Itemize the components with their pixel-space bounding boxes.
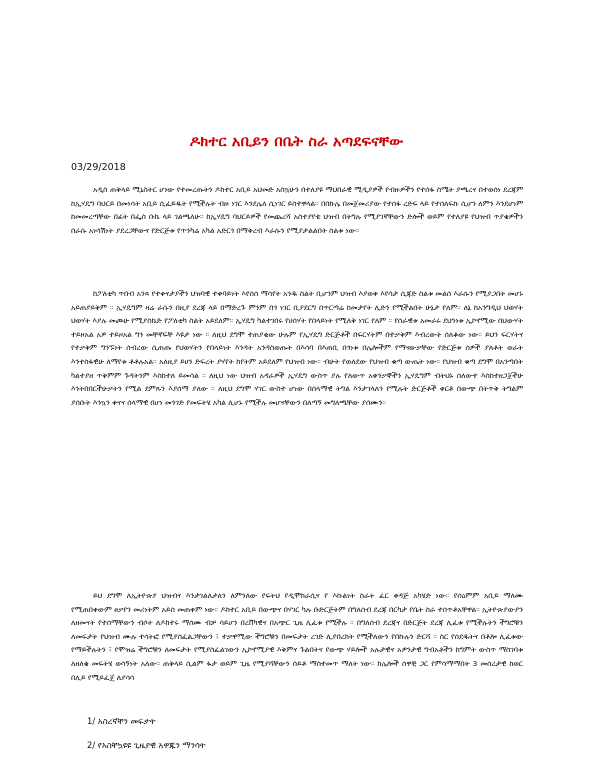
list-item-1: 1/ አስረኛቸን መፍታት xyxy=(87,716,156,726)
paragraph-1: አዲስ ጠቅላይ ሚኒስትር ሆነው የተመረጡትን ዶክተር አቢይ አህመድ አስኳሁን በተለያዩ ማህበራዊ ሚዲያዎች የብዙዎችን የተሰፋ ስሜት ያጫረና በተወሰነ ደረጃም ከኢሃዴግ ባህርይ በመነሳት አቢይ ሲፈይዱት የሚችሉት ብዙ ነገር እንደሌለ ሲነገር ይስተዋላል። በበኩሌ በመጀመሪያው የተሰፋ ረድፍ ላይ የተሰለፍኩ ሲሆን ለምን እንደሆነም ከመመረጣቸው በፊት በፌስ ቡኬ ላይ ገልጫለሁ። ከኢሃዴግ ባህርይዎች የመጨረሻ አስተያየቴ ህዝብ በትግሉ የሚያገኛቸውን ድሎች ወይም የተለያዩ የህዝብ ጥያቄዎችን በራሱ አነሳሽነት ያደረጋቸውና የድርጅቱ የጥንካሬ አካል አድርጎ በማቅረብ እራሱን የሚያታልልበት ስልቱ ነው። xyxy=(71,185,523,235)
paragraph-3: ይህ ደግሞ ለኢትዮጵያ ህዝብና እንታገልለታለን ለምንለው የፍትህ የዲሞክራሲና የ እኩልነት ስራት ፈር ቀዳጅ አካሄድ ነው። የሰዕምም አቢይ ማለሙ የሚጠበቀውም ፀቃየን መሪነትም አይሰ መጠቀም ነው። ዶክተር አቢይ በውጭና በሃገር ካሉ ቡድርጅትም በግለሰብ ደረጃ በርካታ የቤት ስራ ተሰጥቶአቸዋል። ኢትዮጵያውያን ለዘመናት የተሰማቸውን ብሶት ለዶክተሩ ማሰሙ ብቻ ሳይሆን በረቨካዊና በአጭር ጊዜ ሊፈቱ የሚችሉ ። በግለሰብ ደረጃና በድርጅት ደረጃ ሊፈቱ የሚችሉትን ችግሮቹን ለመፍታት የህዝብ ሙሉ ተሳትፎ የሚያስፈልጋቸውን ፣ ተቃዋሚው ችግሮቹን በመፍታት ረገድ ሊያበረክት የሚችለውን የበኩሉን ድርሻ ። ስር የሰደዱትና በቶሎ ሊፈቱው የማይችሉትን ፣ የሞዝሬ ችግሮቹን ለመፍታት የሚያስፈልገውን ኢኮኖሚያዊ እቅምና ጉልበትና የውጭ ሃይሎች አሉታዊና አዎንታዊ ግብአቶችን ከግምት ውስጥ ማስገባቱ ለዘለቄ መፍትሄ ወሳኝነት አለው። ጠቅላይ ሲልም ፋታ ወይም ጊዜ የሚያሻቸውን ሰይቶ ማስተመጥ ማለት ነው። ከሌሎች ሰዋቺ ጋር የምሳማማበት 3 መሰረታዊ ከወር በሊይ የሚይፈጄ ለያሳሳ xyxy=(71,591,523,682)
document-date: 03/29/2018 xyxy=(71,162,126,173)
list-item-2: 2/ የአስቸኳዩዩ ጊዜያዊ አዋጁን ማንሳት xyxy=(87,740,206,750)
document-title: ዶክተር አቢይን በቤት ስራ አጣደፍናቸው xyxy=(189,134,404,150)
paragraph-2: ከፖለቲካ ጥበብ አንጻ የተቀናታያችን ህዝባዊ ተቀባይነት እየሰሰ ማሳየት አንዱ ስልት ቢሆንም ህዝብ እያወቀ እየሳታ ሲጃድ ስልቱ መልሰ እራሱን የሚያጋበት መሆኑ አይጠያይቅም ። ኢሃዴግም ዛሬ ራሱን በዚያ ደረጃ ላይ በማድረጉ ምንም በጎ ነገር ቢያደርግ በጥርጣሬ ከመታየት ሊድን የሚችልበት ሁኔታ የለም። ለኔ ከአንግዲህ ህወሃት ህወሃት እያሉ መጮሁ የሚያስኬድ የፖለቲካ ስልት አይደለም። ኢሃዴግ ካልተገበሩ የሀሰሃት የበላይነት የሚለቅ ነገር የለም ። የሰራዊቱ አመራሩ ደህንነቱ ኢኮኖሚው በህውሃት ተይዞአል አዎ ተይዞአል ግን መቸኛፍቸ እዩታ ነው ። ለዚህ ደግሞ ተጠያቂው ሁሉም የኢሃዴግ ድርጅቶች በፍርሃትም በተቃቅም እብረውት ሰለቆው ነው። ይህን ፍርሃትና የተቃቅም ግንኙነት ሰብረው ሲጠጡ የህወሃትን የበላይነት እንዳት አንዳስወጡት በእሳባ በእጠቢ በጎነቱ በሌሎችም የማናውቃቸው የድርጅቱ ሰዎች ያለቶት ወራት እንተስፋዊሁ ለማየቱ ቶቶሉአል። አለዚያ ይሀን ድፍረት ያሃየት ከየትም አይደለም የህዝብ ነው። ብሁት የወለደው የህዝብ ቁጣ ውጤት ነው። የህዝብ ቁጣ ደግሞ በአንጣበት ካልተያዘ ጥቅምም ጉዳትንም እስከተለ ይመሳል ። ለዚህ ነው ህዝብ አዳራዎች ኢሃዴግ ውስጥ ያሉ የለውጥ አቀንቃኞችን ኢሃዴግም ብትህኑ ሰለውተ እስከተዘጋጀችሁ እንትበበርችሁቃትን የሚል ደምጹን እያሰማ ያለው ። ለዚህ ደግሞ ሃገር ውስተ ሆነው በሰላማዊ ትግል እንታገላለን የሚሉት ድርጅቶች ቀርቶ በውጭ በትጥቅ ትግልም ያሰቡት እንኳን ቀናና ሰላማዊ በሆነ መንገድ የመፍትሄ አካል ሊሆኑ የሚችሉ መሆናቸውን በለጣኝ መግለጫቸው ያሰሙን። xyxy=(71,289,523,407)
